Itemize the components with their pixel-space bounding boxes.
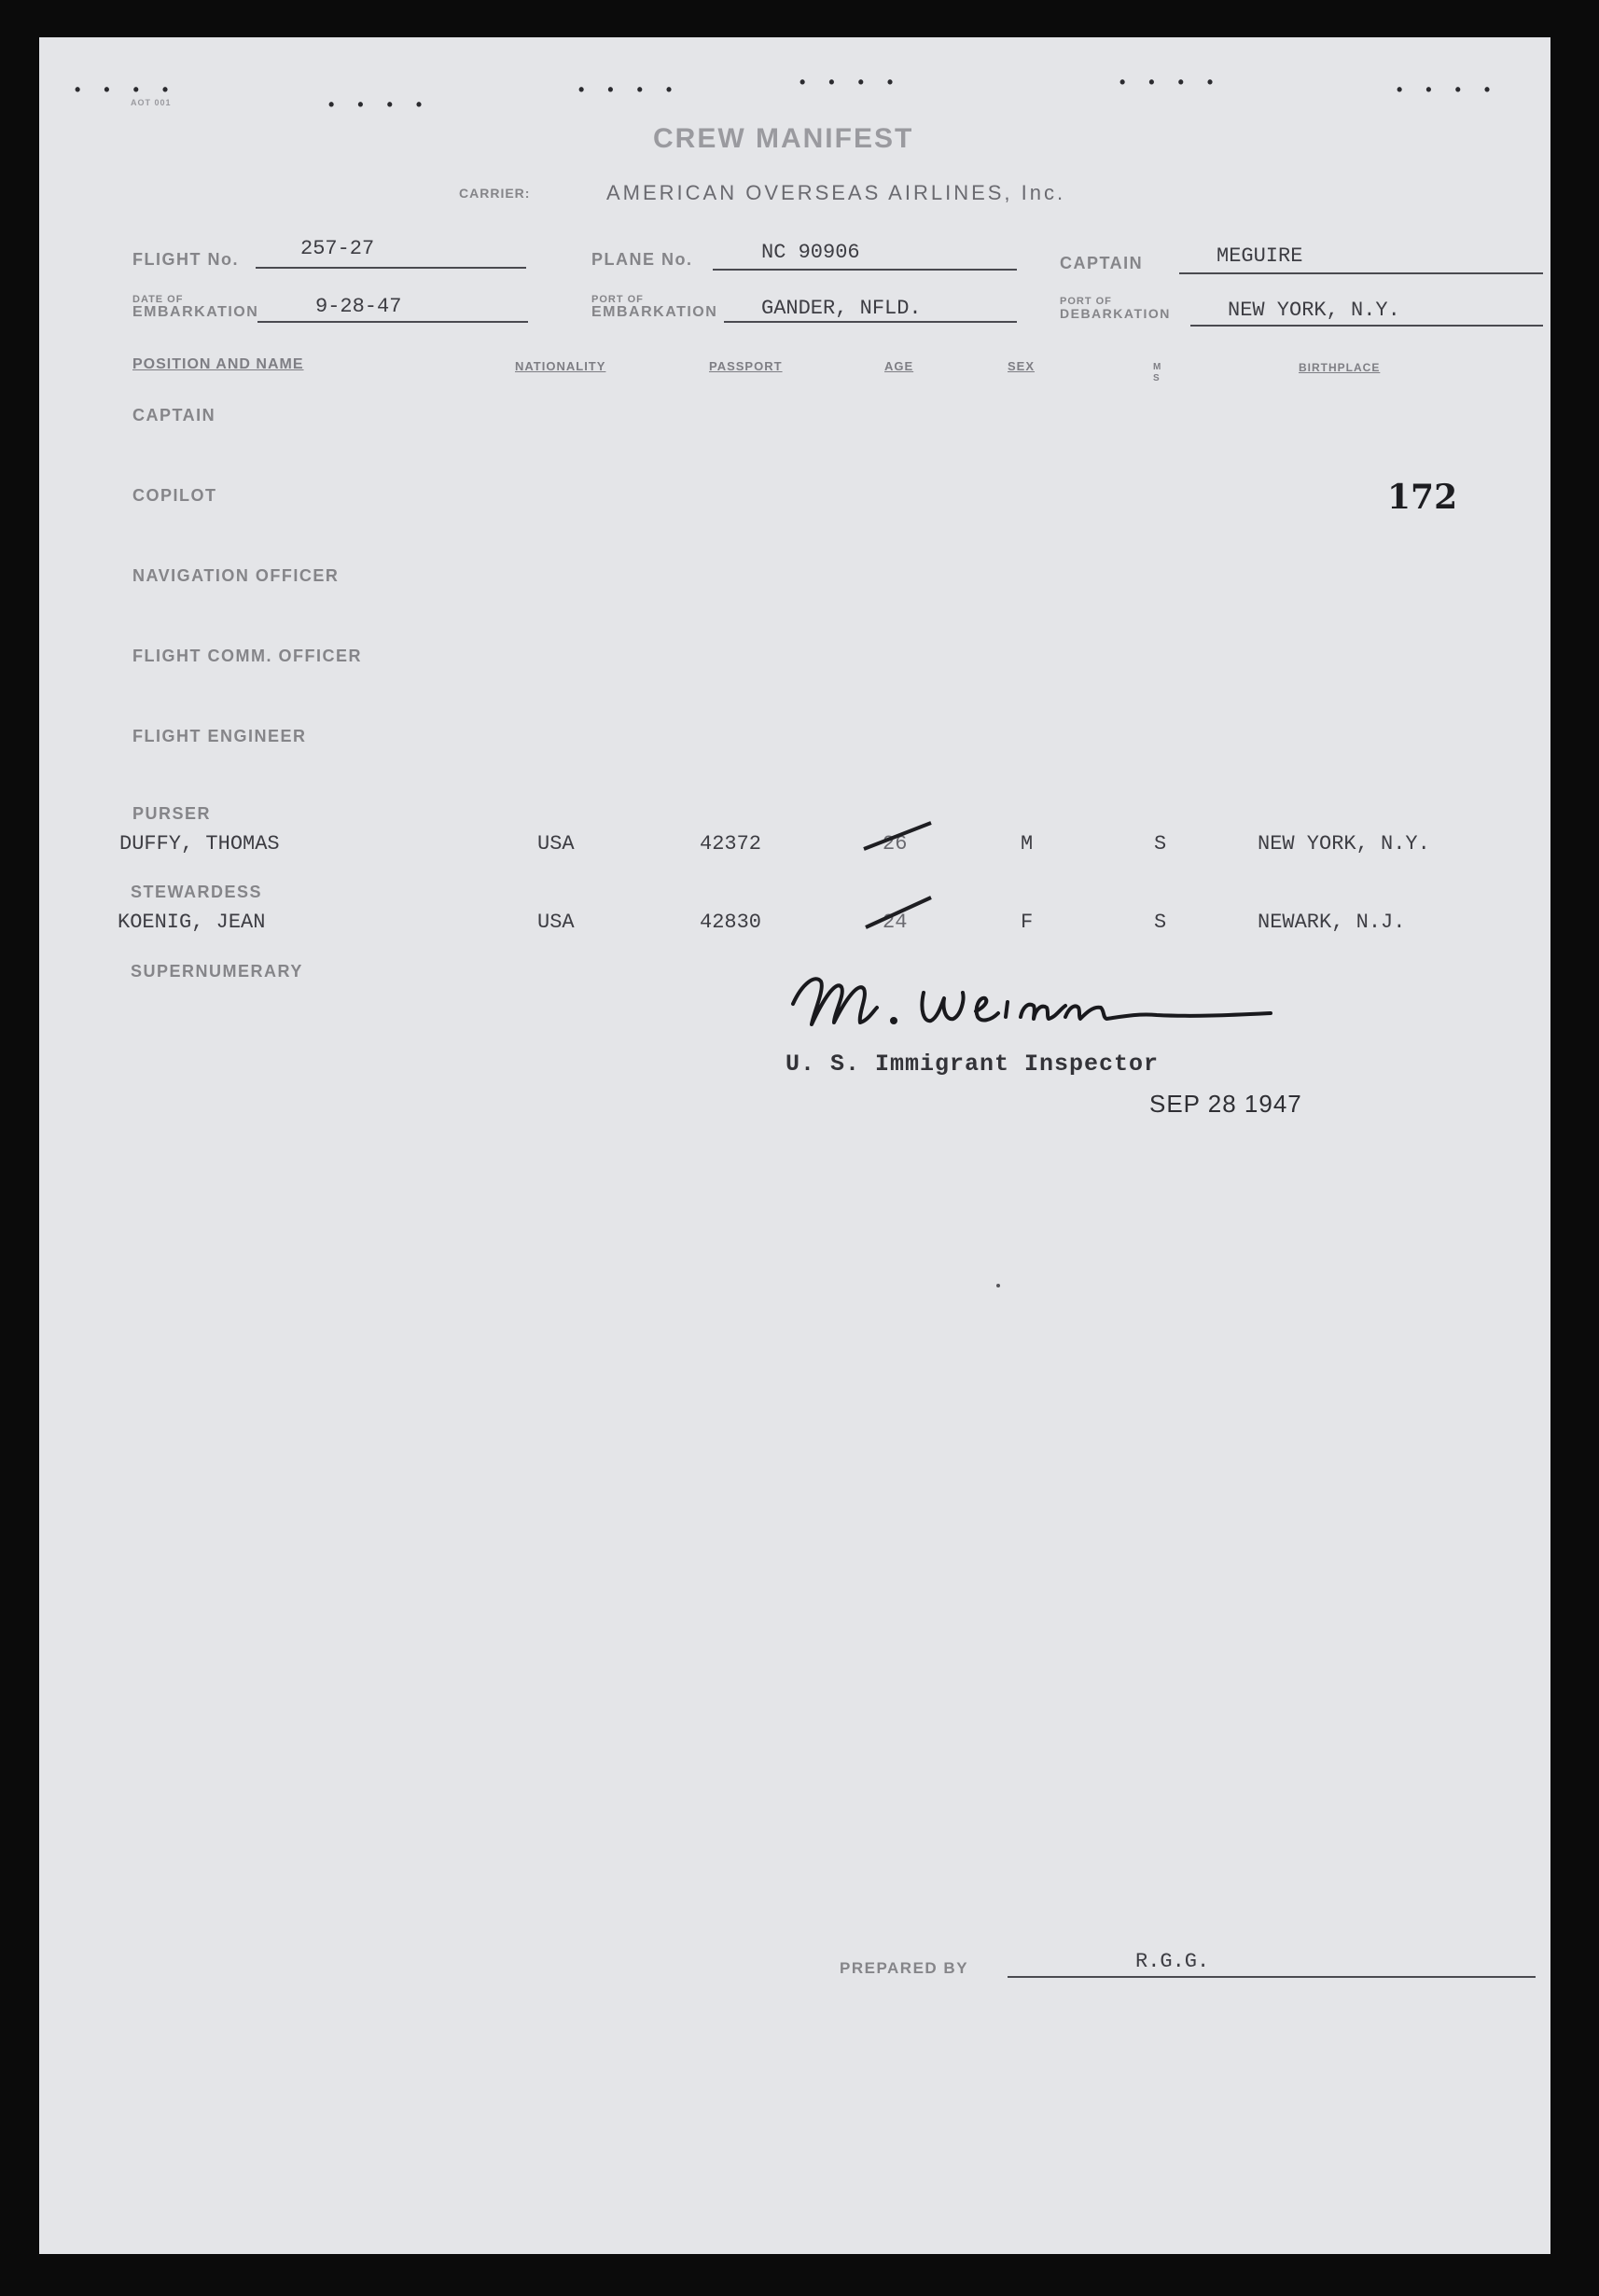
port-deb-label: DEBARKATION <box>1060 306 1171 321</box>
col-age: AGE <box>884 359 914 373</box>
date-value: 9-28-47 <box>315 295 402 318</box>
captain-label: CAPTAIN <box>1060 254 1144 272</box>
port-deb-line <box>1190 325 1543 327</box>
pos-purser: PURSER <box>132 804 212 823</box>
manifest-page <box>39 37 1550 2254</box>
plane-no-line <box>713 269 1017 271</box>
punch-dots-a: • • • • <box>328 95 432 114</box>
crew-passport: 42830 <box>700 911 762 934</box>
crew-birthplace: NEW YORK, N.Y. <box>1258 832 1430 856</box>
port-deb-label-small: PORT OF <box>1060 296 1112 307</box>
date-stamp: SEP 28 1947 <box>1149 1090 1302 1118</box>
page-number: 172 <box>1387 478 1458 517</box>
date-line <box>257 321 528 323</box>
pos-supernumerary: SUPERNUMERARY <box>131 962 303 981</box>
captain-line <box>1179 272 1543 274</box>
captain-value: MEGUIRE <box>1217 244 1303 268</box>
pos-navigation: NAVIGATION OFFICER <box>132 566 340 585</box>
crew-age: 24 <box>883 911 908 934</box>
port-emb-line <box>724 321 1017 323</box>
crew-nationality: USA <box>537 911 575 934</box>
punch-dots-left: • • • • <box>75 80 178 99</box>
pos-engineer: FLIGHT ENGINEER <box>132 727 307 745</box>
document-title: CREW MANIFEST <box>653 123 914 154</box>
carrier-name: AMERICAN OVERSEAS AIRLINES, Inc. <box>606 181 1066 204</box>
carrier-label: CARRIER: <box>459 186 531 201</box>
flight-no-label: FLIGHT No. <box>132 250 239 269</box>
plane-no-label: PLANE No. <box>591 250 693 269</box>
crew-name: DUFFY, THOMAS <box>119 832 280 856</box>
flight-no-value: 257-27 <box>300 237 375 260</box>
col-birthplace: BIRTHPLACE <box>1299 361 1381 374</box>
port-emb-value: GANDER, NFLD. <box>761 297 922 320</box>
crew-nationality: USA <box>537 832 575 856</box>
prepared-by-label: PREPARED BY <box>840 1959 969 1977</box>
crew-marital: S <box>1154 832 1167 856</box>
pos-copilot: COPILOT <box>132 486 217 505</box>
punch-dots-c: • • • • <box>800 73 903 91</box>
prepared-by-line <box>1008 1976 1536 1978</box>
crew-marital: S <box>1154 911 1167 934</box>
pos-comm: FLIGHT COMM. OFFICER <box>132 647 362 665</box>
age-strike-mark <box>860 817 935 855</box>
crew-passport: 42372 <box>700 832 762 856</box>
punch-dots-e: • • • • <box>1397 80 1500 99</box>
pos-captain: CAPTAIN <box>132 406 216 424</box>
col-marital: M S <box>1153 362 1162 383</box>
paper-speck <box>996 1284 1000 1287</box>
flight-no-line <box>256 267 526 269</box>
plane-no-value: NC 90906 <box>761 241 860 264</box>
punch-dots-b: • • • • <box>578 80 682 99</box>
col-passport: PASSPORT <box>709 359 783 373</box>
crew-sex: F <box>1021 911 1034 934</box>
age-strike-mark <box>862 892 937 933</box>
inspector-title: U. S. Immigrant Inspector <box>786 1051 1160 1078</box>
pos-stewardess: STEWARDESS <box>131 883 263 901</box>
punch-dots-d: • • • • <box>1119 73 1223 91</box>
prepared-by-value: R.G.G. <box>1135 1950 1210 1973</box>
form-code: AOT 001 <box>131 98 172 107</box>
date-label-small: DATE OF <box>132 294 184 305</box>
col-nationality: NATIONALITY <box>515 359 606 373</box>
crew-sex: M <box>1021 832 1034 856</box>
date-label: EMBARKATION <box>132 304 259 320</box>
crew-name: KOENIG, JEAN <box>118 911 266 934</box>
col-position: POSITION AND NAME <box>132 356 304 372</box>
port-deb-value: NEW YORK, N.Y. <box>1228 299 1400 322</box>
crew-birthplace: NEWARK, N.J. <box>1258 911 1406 934</box>
col-sex: SEX <box>1008 359 1036 373</box>
crew-age: 26 <box>883 832 908 856</box>
port-emb-label-small: PORT OF <box>591 294 644 305</box>
port-emb-label: EMBARKATION <box>591 304 718 320</box>
inspector-signature <box>784 955 1287 1049</box>
